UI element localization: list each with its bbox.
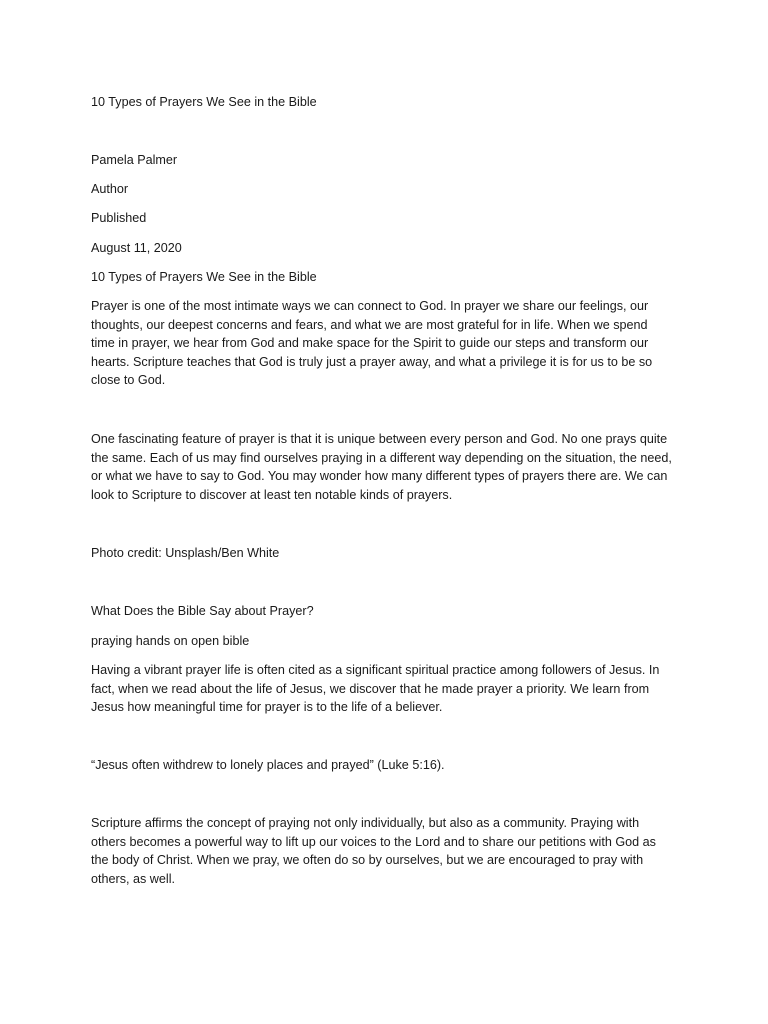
intro-line: close to God. [91, 373, 166, 388]
publish-date: August 11, 2020 [91, 241, 182, 255]
vibrant-line: fact, when we read about the life of Jesus, we discover that he made prayer a priority. We learn from [91, 681, 650, 696]
intro-line: Prayer is one of the most intimate ways we can connect to God. In prayer we share our feelings, our [91, 299, 649, 313]
vibrant-line: Jesus how meaningful time for prayer is to the life of a believer. [91, 700, 443, 715]
community-paragraph [91, 814, 681, 888]
intro-line: time in prayer, we hear from God and make space for the Spirit to guide our steps and transform our [91, 336, 649, 351]
community-line: Scripture affirms the concept of praying not only individually, but also as a community. Praying with [91, 816, 640, 830]
author-name: Pamela Palmer [91, 153, 178, 167]
community-line: the body of Christ. When we pray, we often do so by ourselves, but we are encouraged to pray with [91, 853, 644, 868]
community-line: others, as well. [91, 871, 175, 886]
unique-line: look to Scripture to discover at least ten notable kinds of prayers. [91, 487, 453, 502]
photo-credit: Photo credit: Unsplash/Ben White [91, 546, 280, 560]
unique-paragraph [91, 430, 681, 504]
article-heading: 10 Types of Prayers We See in the Bible [91, 270, 317, 284]
section-heading: What Does the Bible Say about Prayer? [91, 604, 314, 618]
intro-line: thoughts, our deepest concerns and fears, and what we are most grateful for in life. When we spend [91, 317, 648, 332]
document-title: 10 Types of Prayers We See in the Bible [91, 95, 317, 109]
intro-line: hearts. Scripture teaches that God is truly just a prayer away, and what a privilege it is for us to be so [91, 354, 653, 369]
image-alt-text: praying hands on open bible [91, 634, 250, 648]
unique-line: or what we have to say to God. You may wonder how many different types of prayers there are. We can [91, 469, 668, 484]
vibrant-line: Having a vibrant prayer life is often cited as a significant spiritual practice among followers of Jesus. In [91, 663, 660, 677]
unique-line: the same. Each of us may find ourselves praying in a different way depending on the situation, the need, [91, 450, 672, 465]
intro-paragraph [91, 297, 681, 390]
unique-line: One fascinating feature of prayer is that it is unique between every person and God. No one prays quite [91, 432, 668, 446]
vibrant-paragraph [91, 661, 681, 717]
author-label: Author [91, 182, 129, 196]
scripture-quote: “Jesus often withdrew to lonely places and prayed” (Luke 5:16). [91, 758, 445, 772]
community-line: others becomes a powerful way to lift up our voices to the Lord and to share our petitions with God as [91, 834, 656, 849]
published-label: Published [91, 211, 147, 225]
